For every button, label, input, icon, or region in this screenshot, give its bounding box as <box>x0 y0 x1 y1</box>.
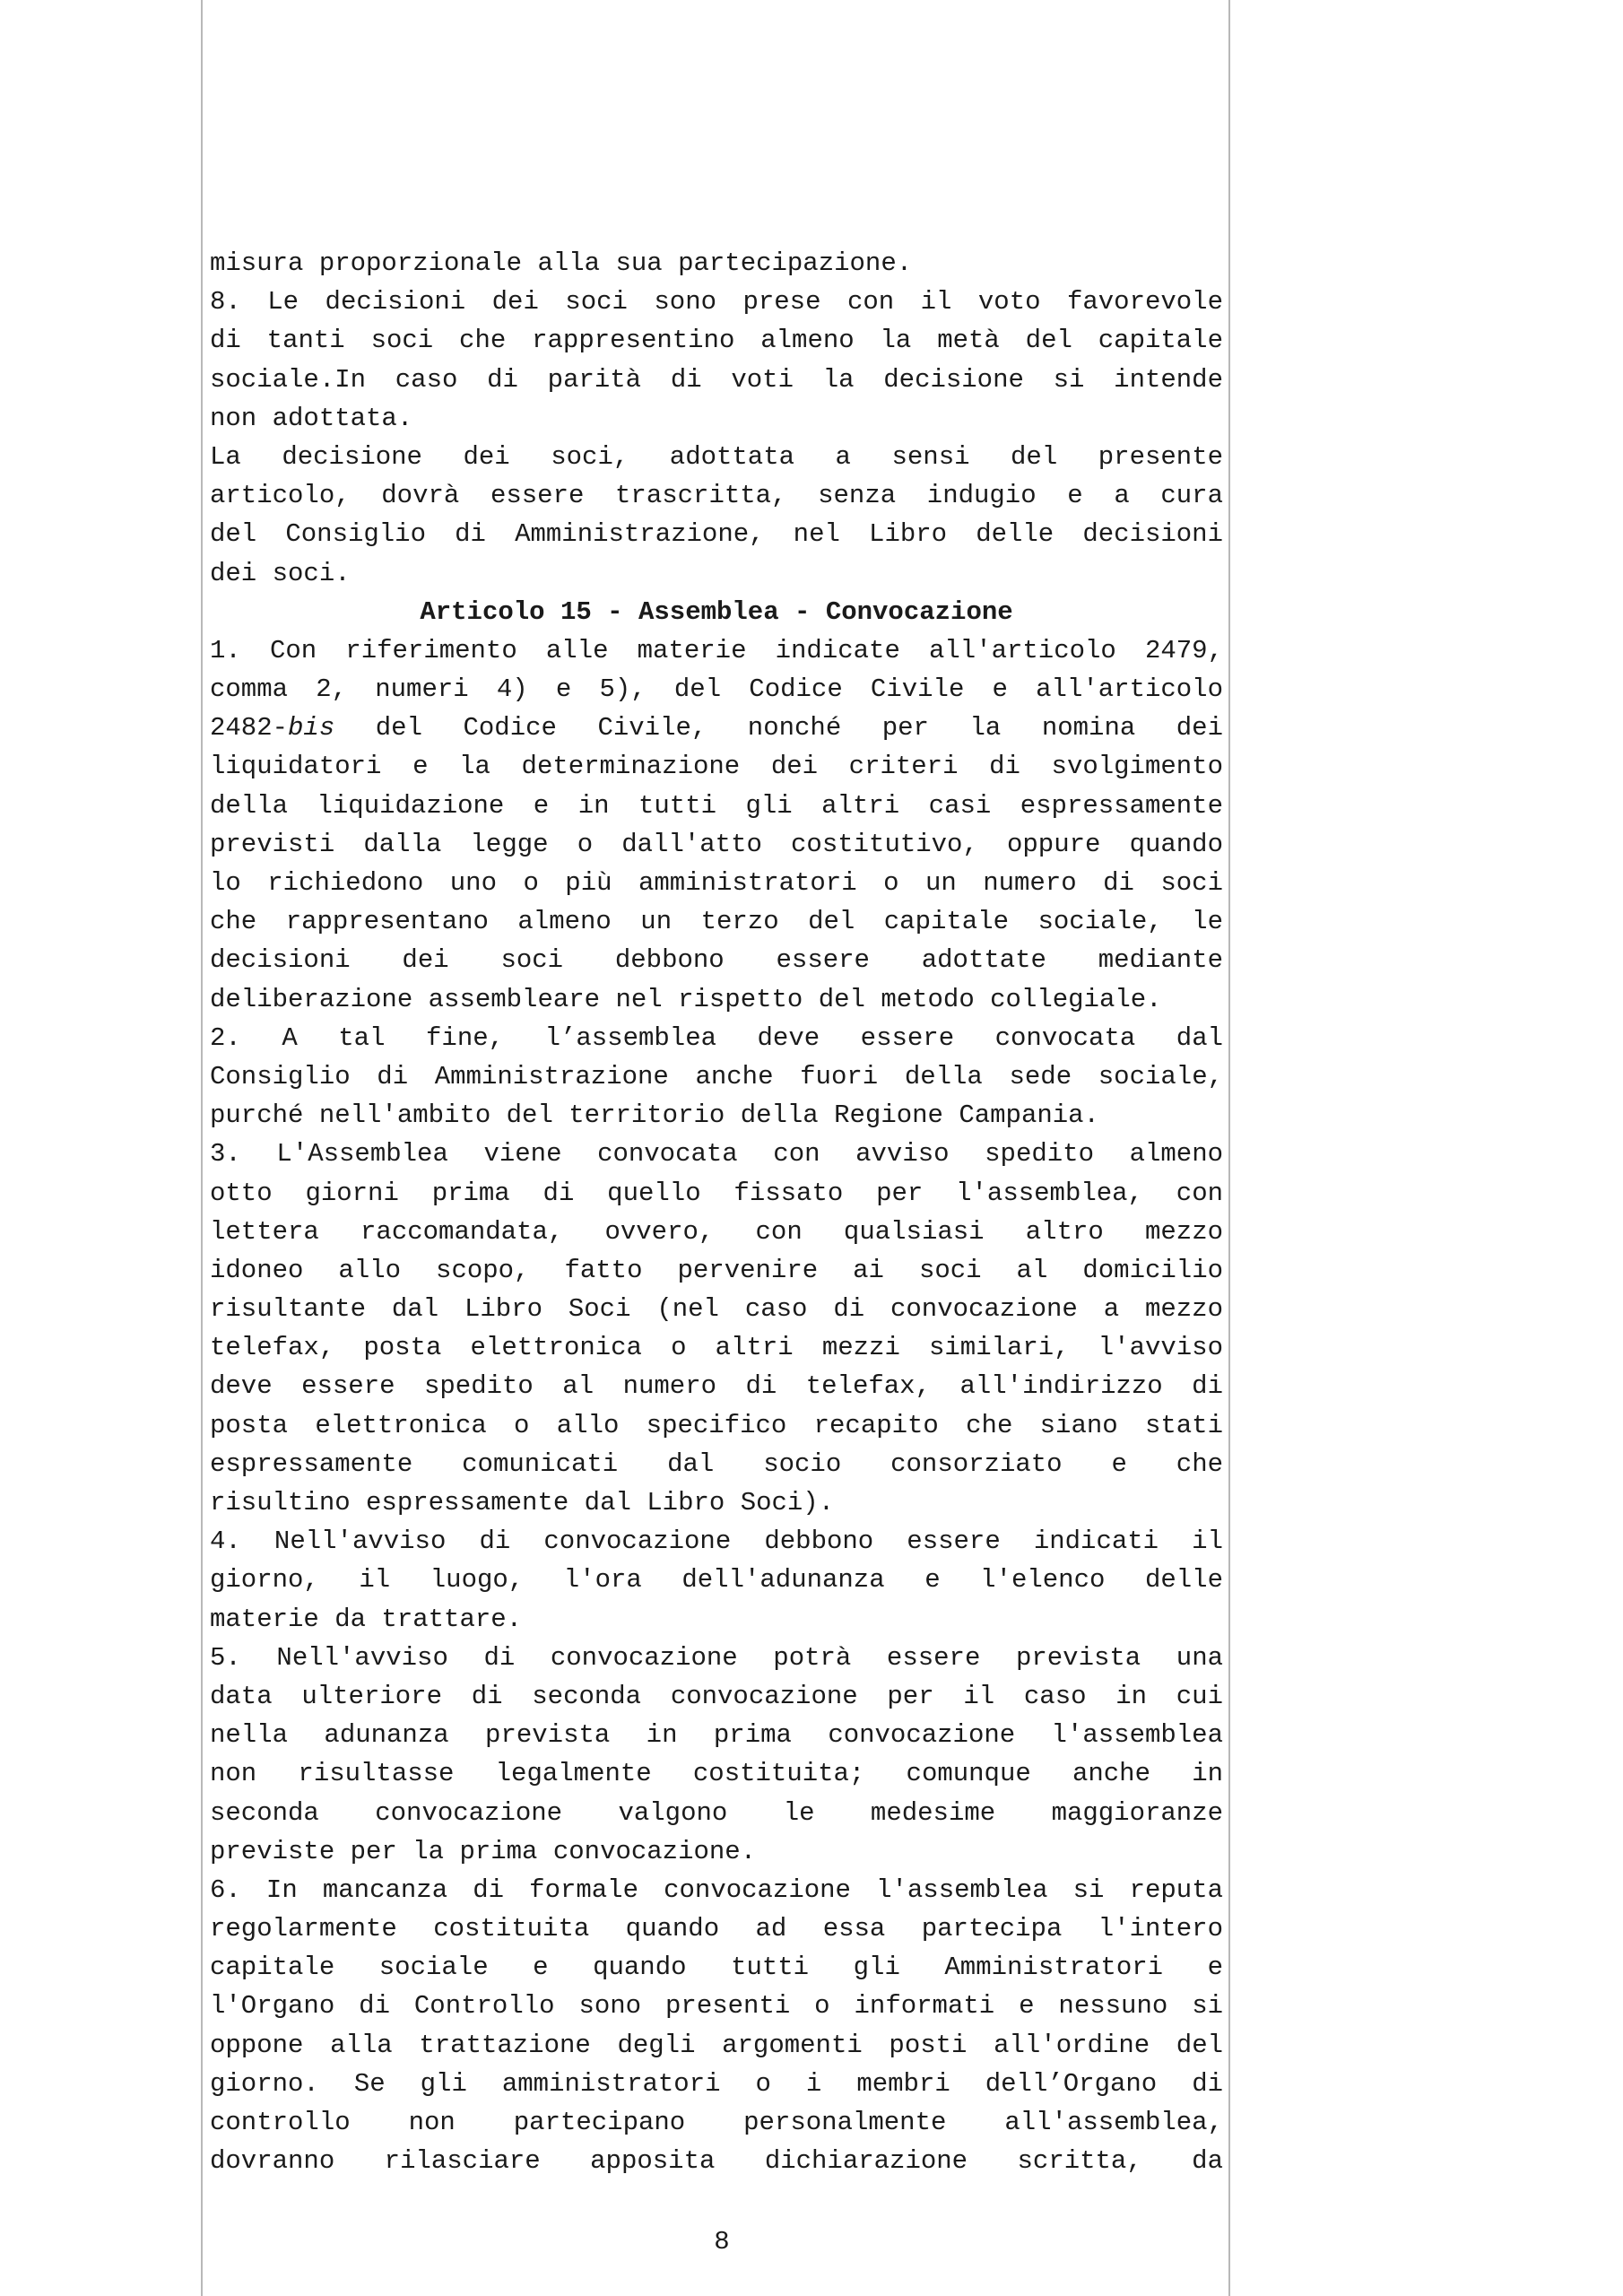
text-line: che rappresentano almeno un terzo del capitale sociale, le <box>210 907 1223 937</box>
text-line: 6. In mancanza di formale convocazione l'assemblea si reputa <box>210 1874 1223 1905</box>
text-line: espressamente comunicati dal socio consorziato e che <box>210 1448 1223 1479</box>
text-line: articolo, dovrà essere trascritta, senza indugio e a cura <box>210 481 1223 511</box>
text-line: oppone alla trattazione degli argomenti posti all'ordine del <box>210 2030 1223 2060</box>
left-margin-rule <box>201 0 203 2296</box>
text-line: posta elettronica o allo specifico recapito che siano stati <box>210 1410 1223 1440</box>
text-line: della liquidazione e in tutti gli altri casi espressamente <box>210 790 1223 821</box>
text-line: telefax, posta elettronica o altri mezzi similari, l'avviso <box>210 1333 1223 1363</box>
document-body <box>210 244 1223 2180</box>
text-line: sociale.In caso di parità di voti la decisione si intende <box>210 364 1223 395</box>
text-line: capitale sociale e quando tutti gli Amministratori e <box>210 1952 1223 1983</box>
text-line: materie da trattare. <box>210 1604 523 1634</box>
text-line: previste per la prima convocazione. <box>210 1836 757 1866</box>
text-line: La decisione dei soci, adottata a sensi del presente <box>210 441 1223 472</box>
text-line: otto giorni prima di quello fissato per l'assemblea, con <box>210 1178 1223 1208</box>
text-line: regolarmente costituita quando ad essa partecipa l'intero <box>210 1914 1223 1944</box>
text-line: previsti dalla legge o dall'atto costitutivo, oppure quando <box>210 829 1223 859</box>
text-line: giorno, il luogo, l'ora dell'adunanza e l'elenco delle <box>210 1565 1223 1596</box>
text-line: 8. Le decisioni dei soci sono prese con il voto favorevole <box>210 287 1223 317</box>
text-line: 5. Nell'avviso di convocazione potrà essere prevista una <box>210 1642 1223 1673</box>
text-line: deve essere spedito al numero di telefax, all'indirizzo di <box>210 1371 1223 1402</box>
text-line: non adottata. <box>210 403 413 433</box>
text-line: liquidatori e la determinazione dei criteri di svolgimento <box>210 752 1223 782</box>
text-line: lo richiedono uno o più amministratori o un numero di soci <box>210 868 1223 898</box>
text-line: giorno. Se gli amministratori o i membri dell’Organo di <box>210 2068 1223 2099</box>
text-line: l'Organo di Controllo sono presenti o informati e nessuno si <box>210 1991 1223 2022</box>
text-line: deliberazione assembleare nel rispetto del metodo collegiale. <box>210 984 1162 1014</box>
right-margin-rule <box>1228 0 1230 2296</box>
article-heading: Articolo 15 - Assemblea - Convocazione <box>420 596 1013 627</box>
text-line: risultante dal Libro Soci (nel caso di convocazione a mezzo <box>210 1294 1223 1325</box>
text-line: decisioni dei soci debbono essere adottate mediante <box>210 945 1223 976</box>
text-line: dovranno rilasciare apposita dichiarazione scritta, da <box>210 2146 1223 2177</box>
text-line: di tanti soci che rappresentino almeno la metà del capitale <box>210 326 1223 356</box>
text-line: data ulteriore di seconda convocazione per il caso in cui <box>210 1681 1223 1711</box>
text-line: 2482-bis del Codice Civile, nonché per la nomina dei <box>210 713 1223 744</box>
text-line: risultino espressamente dal Libro Soci). <box>210 1488 835 1518</box>
text-line: purché nell'ambito del territorio della Regione Campania. <box>210 1100 1099 1131</box>
text-line: seconda convocazione valgono le medesime maggioranze <box>210 1797 1223 1828</box>
text-line: del Consiglio di Amministrazione, nel Libro delle decisioni <box>210 519 1223 550</box>
text-line: 2. A tal fine, l’assemblea deve essere convocata dal <box>210 1022 1223 1053</box>
text-line: comma 2, numeri 4) e 5), del Codice Civile e all'articolo <box>210 674 1223 705</box>
text-line: 1. Con riferimento alle materie indicate all'articolo 2479, <box>210 635 1223 665</box>
text-line: 3. L'Assemblea viene convocata con avviso spedito almeno <box>210 1139 1223 1170</box>
text-line: idoneo allo scopo, fatto pervenire ai soci al domicilio <box>210 1255 1223 1285</box>
text-line: nella adunanza prevista in prima convocazione l'assemblea <box>210 1720 1223 1751</box>
text-line: 4. Nell'avviso di convocazione debbono essere indicati il <box>210 1526 1223 1557</box>
text-line: lettera raccomandata, ovvero, con qualsiasi altro mezzo <box>210 1216 1223 1247</box>
text-line: non risultasse legalmente costituita; comunque anche in <box>210 1759 1223 1789</box>
text-line: controllo non partecipano personalmente all'assemblea, <box>210 2108 1223 2137</box>
page-number: 8 <box>714 2227 730 2257</box>
text-line: Consiglio di Amministrazione anche fuori della sede sociale, <box>210 1061 1223 1091</box>
text-line: misura proporzionale alla sua partecipazione. <box>210 248 913 278</box>
text-line: dei soci. <box>210 558 351 588</box>
